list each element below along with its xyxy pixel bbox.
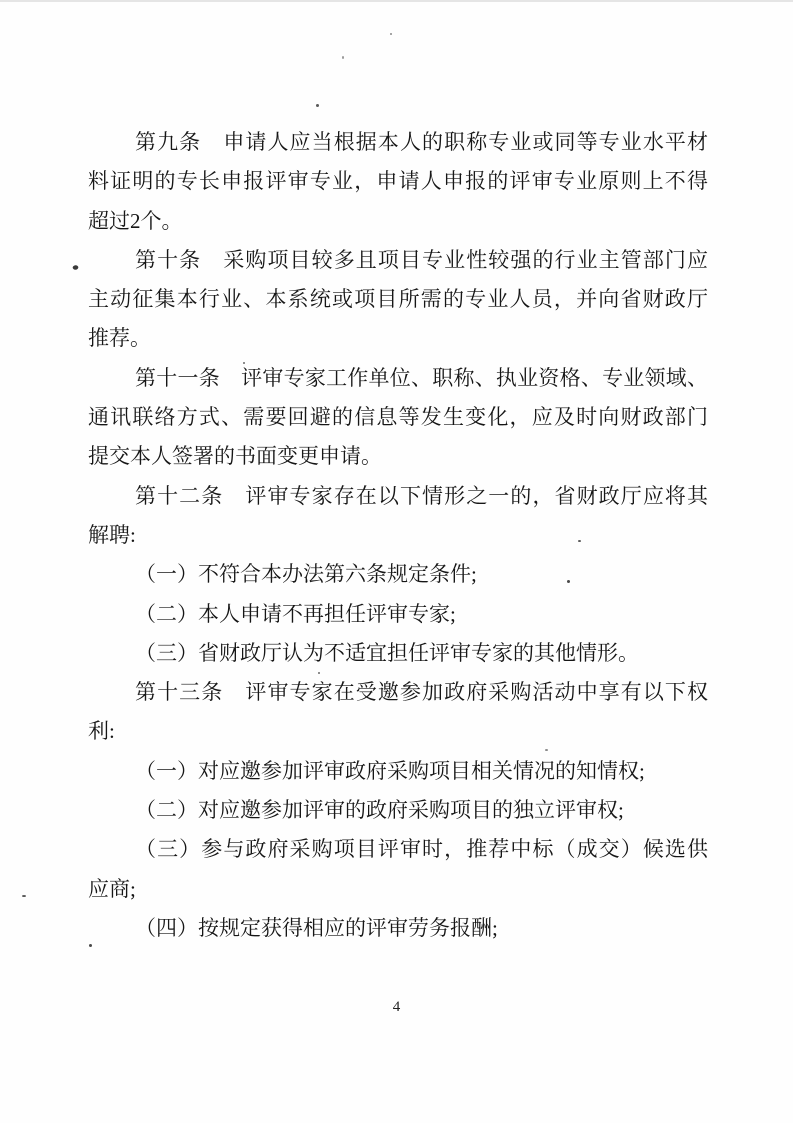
scan-speck xyxy=(567,580,570,583)
text-line: 第十一条 评审专家工作单位、职称、执业资格、专业领域、 xyxy=(135,365,708,390)
page-number: 4 xyxy=(392,999,401,1015)
text-line: 应商; xyxy=(88,876,136,901)
text-line: 第十条 采购项目较多且项目专业性较强的行业主管部门应 xyxy=(135,247,708,272)
text-line: （一）不符合本办法第六条规定条件; xyxy=(135,562,477,587)
text-line: 第十三条 评审专家在受邀参加政府采购活动中享有以下权 xyxy=(135,680,708,705)
scan-speck xyxy=(316,104,319,107)
text-line: 利: xyxy=(88,719,115,744)
text-line: （一）对应邀参加评审政府采购项目相关情况的知情权; xyxy=(135,758,645,783)
document-body xyxy=(88,123,708,948)
text-line: 解聘: xyxy=(88,522,136,547)
scan-speck xyxy=(578,540,581,542)
text-line: 推荐。 xyxy=(88,326,151,351)
text-line: （二）对应邀参加评审的政府采购项目的独立评审权; xyxy=(135,798,624,823)
scan-speck xyxy=(545,749,548,751)
scan-speck xyxy=(72,264,79,271)
text-line: 提交本人签署的书面变更申请。 xyxy=(88,444,382,469)
text-line: （三）省财政厅认为不适宜担任评审专家的其他情形。 xyxy=(135,640,639,665)
scan-speck xyxy=(243,362,245,364)
text-line: 主动征集本行业、本系统或项目所需的专业人员，并向省财政厅 xyxy=(88,287,708,312)
scan-speck xyxy=(390,33,392,35)
scan-edge-line xyxy=(0,0,793,2)
scan-speck xyxy=(342,56,344,59)
scan-speck xyxy=(318,672,320,674)
text-line: （二）本人申请不再担任评审专家; xyxy=(135,601,456,626)
text-line: 第十二条 评审专家存在以下情形之一的，省财政厅应将其 xyxy=(135,483,708,508)
text-line: 超过2个。 xyxy=(88,208,183,233)
text-line: 通讯联络方式、需要回避的信息等发生变化，应及时向财政部门 xyxy=(88,405,708,430)
scan-speck xyxy=(22,895,26,897)
text-line: （四）按规定获得相应的评审劳务报酬; xyxy=(135,915,498,940)
scan-speck xyxy=(89,944,92,947)
text-line: 料证明的专长申报评审专业，申请人申报的评审专业原则上不得 xyxy=(88,169,708,194)
text-line: （三）参与政府采购项目评审时，推荐中标（成交）候选供 xyxy=(135,837,708,862)
text-line: 第九条 申请人应当根据本人的职称专业或同等专业水平材 xyxy=(135,130,708,154)
